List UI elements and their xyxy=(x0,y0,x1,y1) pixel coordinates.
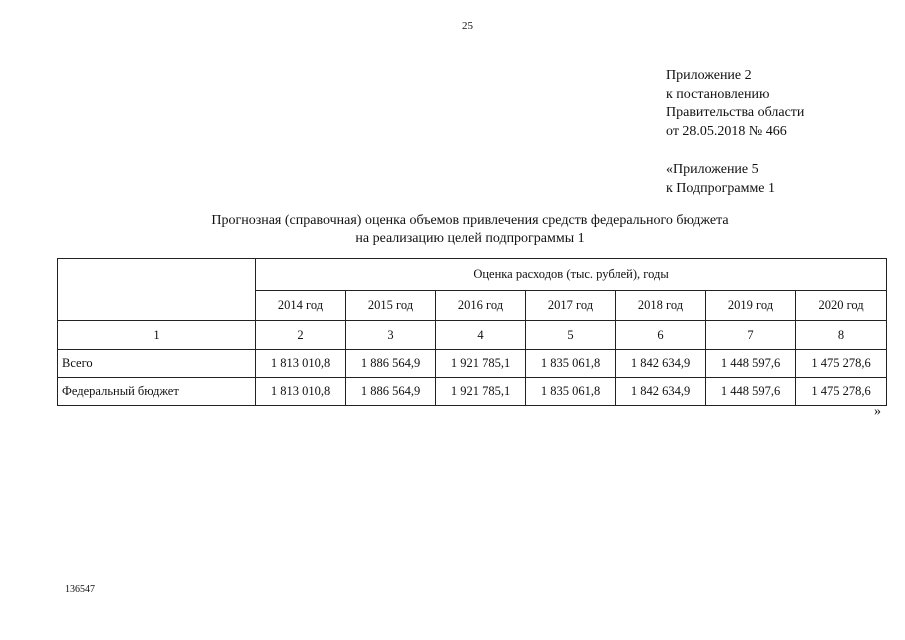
row-label-cell: Федеральный бюджет xyxy=(58,378,256,406)
row-label-cell: Всего xyxy=(58,350,256,378)
funding-table xyxy=(57,258,887,406)
column-number-cell: 2 xyxy=(256,321,346,350)
value-cell: 1 835 061,8 xyxy=(526,378,616,406)
value-cell: 1 448 597,6 xyxy=(706,378,796,406)
value-cell: 1 813 010,8 xyxy=(256,378,346,406)
appendix-line: к постановлению xyxy=(666,86,770,102)
column-number-cell: 8 xyxy=(796,321,887,350)
document-title xyxy=(0,212,905,248)
table-row xyxy=(58,350,887,378)
year-header-cell: 2014 год xyxy=(256,291,346,321)
value-cell: 1 475 278,6 xyxy=(796,378,887,406)
column-number-cell: 6 xyxy=(616,321,706,350)
table-row xyxy=(58,378,887,406)
empty-header-cell xyxy=(58,259,256,321)
appendix-line: Приложение 2 xyxy=(666,68,752,83)
appendix-line: Правительства области xyxy=(666,105,805,120)
value-cell: 1 835 061,8 xyxy=(526,350,616,378)
column-number-cell: 3 xyxy=(346,321,436,350)
year-header-cell: 2019 год xyxy=(706,291,796,321)
value-cell: 1 448 597,6 xyxy=(706,350,796,378)
year-header-cell: 2017 год xyxy=(526,291,616,321)
year-header-cell: 2018 год xyxy=(616,291,706,321)
value-cell: 1 475 278,6 xyxy=(796,350,887,378)
column-number-cell: 1 xyxy=(58,321,256,350)
value-cell: 1 921 785,1 xyxy=(436,350,526,378)
column-number-cell: 7 xyxy=(706,321,796,350)
document-code: 136547 xyxy=(65,584,95,595)
title-line: на реализацию целей подпрограммы 1 xyxy=(355,231,585,246)
title-line: Прогнозная (справочная) оценка объемов привлечения средств федерального бюджета xyxy=(211,213,729,228)
appendix-block xyxy=(666,67,804,198)
appendix-line: «Приложение 5 xyxy=(666,162,759,177)
value-cell: 1 842 634,9 xyxy=(616,378,706,406)
value-cell: 1 813 010,8 xyxy=(256,350,346,378)
closing-quote: » xyxy=(874,404,881,419)
year-header-cell: 2016 год xyxy=(436,291,526,321)
column-numbers-row xyxy=(58,321,887,350)
appendix-line: от 28.05.2018 № 466 xyxy=(666,123,787,139)
group-header-cell: Оценка расходов (тыс. рублей), годы xyxy=(256,259,887,291)
value-cell: 1 886 564,9 xyxy=(346,350,436,378)
column-number-cell: 4 xyxy=(436,321,526,350)
year-header-cell: 2015 год xyxy=(346,291,436,321)
value-cell: 1 886 564,9 xyxy=(346,378,436,406)
page-number: 25 xyxy=(462,20,473,32)
year-header-cell: 2020 год xyxy=(796,291,887,321)
value-cell: 1 921 785,1 xyxy=(436,378,526,406)
appendix-line: к Подпрограмме 1 xyxy=(666,180,776,196)
table-header-row xyxy=(58,259,887,291)
column-number-cell: 5 xyxy=(526,321,616,350)
value-cell: 1 842 634,9 xyxy=(616,350,706,378)
